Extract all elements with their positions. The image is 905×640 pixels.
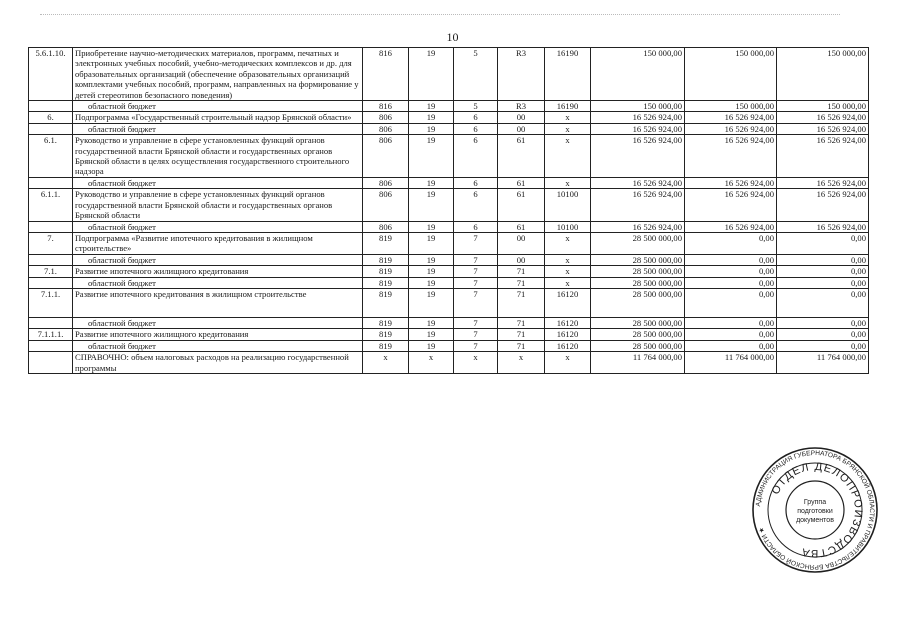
table-row-budget-source	[29, 123, 869, 134]
row-name: Развитие ипотечного жилищного кредитования	[73, 266, 363, 277]
grbs-code: 819	[363, 232, 409, 254]
grbs-code: 806	[363, 112, 409, 123]
grbs-code: 819	[363, 317, 409, 328]
row-number: 6.1.1.	[29, 189, 73, 221]
event-code: 71	[498, 340, 545, 351]
row-number: 6.	[29, 112, 73, 123]
program-code: 19	[409, 189, 454, 221]
subprogram-code: 7	[454, 254, 498, 265]
program-code: x	[409, 352, 454, 374]
amount-year3: 11 764 000,00	[777, 352, 869, 374]
event-code: 71	[498, 288, 545, 317]
amount-year1: 16 526 924,00	[591, 177, 685, 188]
subprogram-code: 6	[454, 221, 498, 232]
amount-year3: 16 526 924,00	[777, 189, 869, 221]
grbs-code: 819	[363, 266, 409, 277]
grbs-code: 819	[363, 254, 409, 265]
program-code: 19	[409, 177, 454, 188]
amount-year1: 16 526 924,00	[591, 135, 685, 178]
amount-year1: 28 500 000,00	[591, 277, 685, 288]
grbs-code: 819	[363, 329, 409, 340]
table-row-budget-source	[29, 101, 869, 112]
amount-year2: 11 764 000,00	[685, 352, 777, 374]
amount-year3: 0,00	[777, 277, 869, 288]
program-code: 19	[409, 101, 454, 112]
row-name: областной бюджет	[73, 221, 363, 232]
row-name: областной бюджет	[73, 101, 363, 112]
stamp-center-line2: подготовки	[797, 508, 833, 515]
row-name: Приобретение научно-методических материалов, программ, печатных и электронных учебных пособий, учебно-методических комплексов и др. для образовательных организаций (обеспечение образовательных организаций комплектами учебных пособий, программ, направленных на формирование у детей стереотипов безопасного поведения)	[73, 48, 363, 101]
row-number: 6.1.	[29, 135, 73, 178]
table-row	[29, 232, 869, 254]
amount-year2: 0,00	[685, 340, 777, 351]
subprogram-code: 5	[454, 101, 498, 112]
row-number	[29, 101, 73, 112]
table-row	[29, 329, 869, 340]
subprogram-code: 7	[454, 288, 498, 317]
amount-year2: 16 526 924,00	[685, 189, 777, 221]
row-number: 7.1.1.1.	[29, 329, 73, 340]
program-code: 19	[409, 317, 454, 328]
subprogram-code: x	[454, 352, 498, 374]
row-name: Руководство и управление в сфере установленных функций органов государственной власти Брянской области и государственных органов Брянской области	[73, 189, 363, 221]
amount-year2: 0,00	[685, 277, 777, 288]
event-code: 71	[498, 317, 545, 328]
amount-year1: 28 500 000,00	[591, 317, 685, 328]
row-name: областной бюджет	[73, 254, 363, 265]
amount-year3: 0,00	[777, 266, 869, 277]
event-code: x	[498, 352, 545, 374]
subprogram-code: 6	[454, 189, 498, 221]
amount-year2: 150 000,00	[685, 48, 777, 101]
direction-code: 10100	[545, 221, 591, 232]
table-row	[29, 189, 869, 221]
row-number	[29, 177, 73, 188]
table-row-budget-source	[29, 177, 869, 188]
grbs-code: 816	[363, 101, 409, 112]
direction-code: x	[545, 123, 591, 134]
event-code: 00	[498, 254, 545, 265]
table-row	[29, 135, 869, 178]
amount-year2: 0,00	[685, 254, 777, 265]
budget-table-body	[29, 48, 869, 374]
scan-noise-line	[40, 14, 840, 16]
amount-year2: 0,00	[685, 329, 777, 340]
amount-year1: 16 526 924,00	[591, 221, 685, 232]
amount-year1: 16 526 924,00	[591, 189, 685, 221]
amount-year3: 150 000,00	[777, 101, 869, 112]
amount-year2: 16 526 924,00	[685, 177, 777, 188]
amount-year3: 0,00	[777, 288, 869, 317]
amount-year2: 0,00	[685, 266, 777, 277]
program-code: 19	[409, 135, 454, 178]
program-code: 19	[409, 266, 454, 277]
grbs-code: 816	[363, 48, 409, 101]
subprogram-code: 6	[454, 177, 498, 188]
amount-year3: 150 000,00	[777, 48, 869, 101]
program-code: 19	[409, 221, 454, 232]
program-code: 19	[409, 123, 454, 134]
row-name: областной бюджет	[73, 177, 363, 188]
grbs-code: 806	[363, 177, 409, 188]
subprogram-code: 6	[454, 112, 498, 123]
direction-code: 16120	[545, 340, 591, 351]
row-name: областной бюджет	[73, 340, 363, 351]
program-code: 19	[409, 232, 454, 254]
amount-year1: 28 500 000,00	[591, 329, 685, 340]
amount-year1: 16 526 924,00	[591, 112, 685, 123]
event-code: R3	[498, 48, 545, 101]
grbs-code: 819	[363, 340, 409, 351]
event-code: R3	[498, 101, 545, 112]
amount-year2: 0,00	[685, 232, 777, 254]
amount-year3: 0,00	[777, 329, 869, 340]
row-name: СПРАВОЧНО: объем налоговых расходов на реализацию государственной программы	[73, 352, 363, 374]
row-name: Развитие ипотечного кредитования в жилищном строительстве	[73, 288, 363, 317]
amount-year1: 28 500 000,00	[591, 266, 685, 277]
amount-year1: 150 000,00	[591, 101, 685, 112]
event-code: 00	[498, 112, 545, 123]
row-number	[29, 317, 73, 328]
row-name: областной бюджет	[73, 123, 363, 134]
subprogram-code: 6	[454, 135, 498, 178]
amount-year1: 28 500 000,00	[591, 340, 685, 351]
amount-year1: 28 500 000,00	[591, 254, 685, 265]
amount-year3: 16 526 924,00	[777, 221, 869, 232]
row-number	[29, 340, 73, 351]
table-row	[29, 352, 869, 374]
event-code: 61	[498, 135, 545, 178]
direction-code: x	[545, 352, 591, 374]
subprogram-code: 5	[454, 48, 498, 101]
row-number	[29, 254, 73, 265]
table-row-budget-source	[29, 277, 869, 288]
amount-year1: 28 500 000,00	[591, 232, 685, 254]
event-code: 71	[498, 277, 545, 288]
row-number	[29, 123, 73, 134]
amount-year3: 0,00	[777, 232, 869, 254]
table-row	[29, 48, 869, 101]
row-number	[29, 352, 73, 374]
amount-year1: 16 526 924,00	[591, 123, 685, 134]
table-row-budget-source	[29, 317, 869, 328]
row-number: 7.1.	[29, 266, 73, 277]
direction-code: 16190	[545, 101, 591, 112]
row-name: Развитие ипотечного жилищного кредитования	[73, 329, 363, 340]
event-code: 61	[498, 221, 545, 232]
budget-table	[28, 47, 869, 374]
stamp-center-line3: документов	[796, 517, 834, 524]
amount-year3: 16 526 924,00	[777, 112, 869, 123]
subprogram-code: 6	[454, 123, 498, 134]
grbs-code: 819	[363, 277, 409, 288]
amount-year2: 0,00	[685, 288, 777, 317]
row-number: 7.1.1.	[29, 288, 73, 317]
stamp-outer-text: АДМИНИСТРАЦИЯ ГУБЕРНАТОРА БРЯНСКОЙ ОБЛАСТИ И ПРАВИТЕЛЬСТВА БРЯНСКОЙ ОБЛАСТИ ★	[755, 449, 876, 571]
stamp-center-line1: Группа	[803, 499, 827, 506]
row-number	[29, 277, 73, 288]
amount-year3: 0,00	[777, 340, 869, 351]
program-code: 19	[409, 329, 454, 340]
row-number: 7.	[29, 232, 73, 254]
row-number	[29, 221, 73, 232]
grbs-code: 806	[363, 135, 409, 178]
amount-year2: 0,00	[685, 317, 777, 328]
grbs-code: 806	[363, 221, 409, 232]
page-number: 10	[446, 30, 459, 44]
amount-year2: 16 526 924,00	[685, 123, 777, 134]
amount-year3: 16 526 924,00	[777, 135, 869, 178]
direction-code: x	[545, 135, 591, 178]
subprogram-code: 7	[454, 340, 498, 351]
direction-code: x	[545, 277, 591, 288]
direction-code: 16120	[545, 329, 591, 340]
subprogram-code: 7	[454, 277, 498, 288]
direction-code: 16120	[545, 288, 591, 317]
grbs-code: 819	[363, 288, 409, 317]
event-code: 61	[498, 189, 545, 221]
event-code: 71	[498, 266, 545, 277]
office-stamp	[752, 447, 878, 573]
row-name: Подпрограмма «Развитие ипотечного кредитования в жилищном строительстве»	[73, 232, 363, 254]
direction-code: 16190	[545, 48, 591, 101]
amount-year3: 0,00	[777, 254, 869, 265]
direction-code: 10100	[545, 189, 591, 221]
program-code: 19	[409, 288, 454, 317]
subprogram-code: 7	[454, 232, 498, 254]
amount-year1: 28 500 000,00	[591, 288, 685, 317]
table-row-budget-source	[29, 340, 869, 351]
amount-year2: 150 000,00	[685, 101, 777, 112]
direction-code: x	[545, 112, 591, 123]
subprogram-code: 7	[454, 266, 498, 277]
row-name: областной бюджет	[73, 277, 363, 288]
program-code: 19	[409, 254, 454, 265]
program-code: 19	[409, 340, 454, 351]
direction-code: x	[545, 177, 591, 188]
program-code: 19	[409, 277, 454, 288]
table-row	[29, 266, 869, 277]
stamp-middle-text: ОТДЕЛ ДЕЛОПРОИЗВОДСТВА	[769, 460, 865, 560]
amount-year3: 16 526 924,00	[777, 123, 869, 134]
table-row-budget-source	[29, 254, 869, 265]
direction-code: x	[545, 254, 591, 265]
event-code: 00	[498, 123, 545, 134]
event-code: 00	[498, 232, 545, 254]
program-code: 19	[409, 112, 454, 123]
grbs-code: 806	[363, 189, 409, 221]
table-row	[29, 112, 869, 123]
grbs-code: 806	[363, 123, 409, 134]
direction-code: x	[545, 232, 591, 254]
amount-year1: 11 764 000,00	[591, 352, 685, 374]
amount-year2: 16 526 924,00	[685, 112, 777, 123]
direction-code: x	[545, 266, 591, 277]
amount-year3: 0,00	[777, 317, 869, 328]
row-name: областной бюджет	[73, 317, 363, 328]
table-row	[29, 288, 869, 317]
program-code: 19	[409, 48, 454, 101]
direction-code: 16120	[545, 317, 591, 328]
row-name: Подпрограмма «Государственный строительный надзор Брянской области»	[73, 112, 363, 123]
amount-year3: 16 526 924,00	[777, 177, 869, 188]
amount-year2: 16 526 924,00	[685, 135, 777, 178]
event-code: 61	[498, 177, 545, 188]
subprogram-code: 7	[454, 329, 498, 340]
row-name: Руководство и управление в сфере установленных функций органов государственной власти Брянской области и государственных органов Брянской области в целях осуществления государственного строительного надзора	[73, 135, 363, 178]
event-code: 71	[498, 329, 545, 340]
row-number: 5.6.1.10.	[29, 48, 73, 101]
amount-year1: 150 000,00	[591, 48, 685, 101]
amount-year2: 16 526 924,00	[685, 221, 777, 232]
table-row-budget-source	[29, 221, 869, 232]
grbs-code: x	[363, 352, 409, 374]
subprogram-code: 7	[454, 317, 498, 328]
